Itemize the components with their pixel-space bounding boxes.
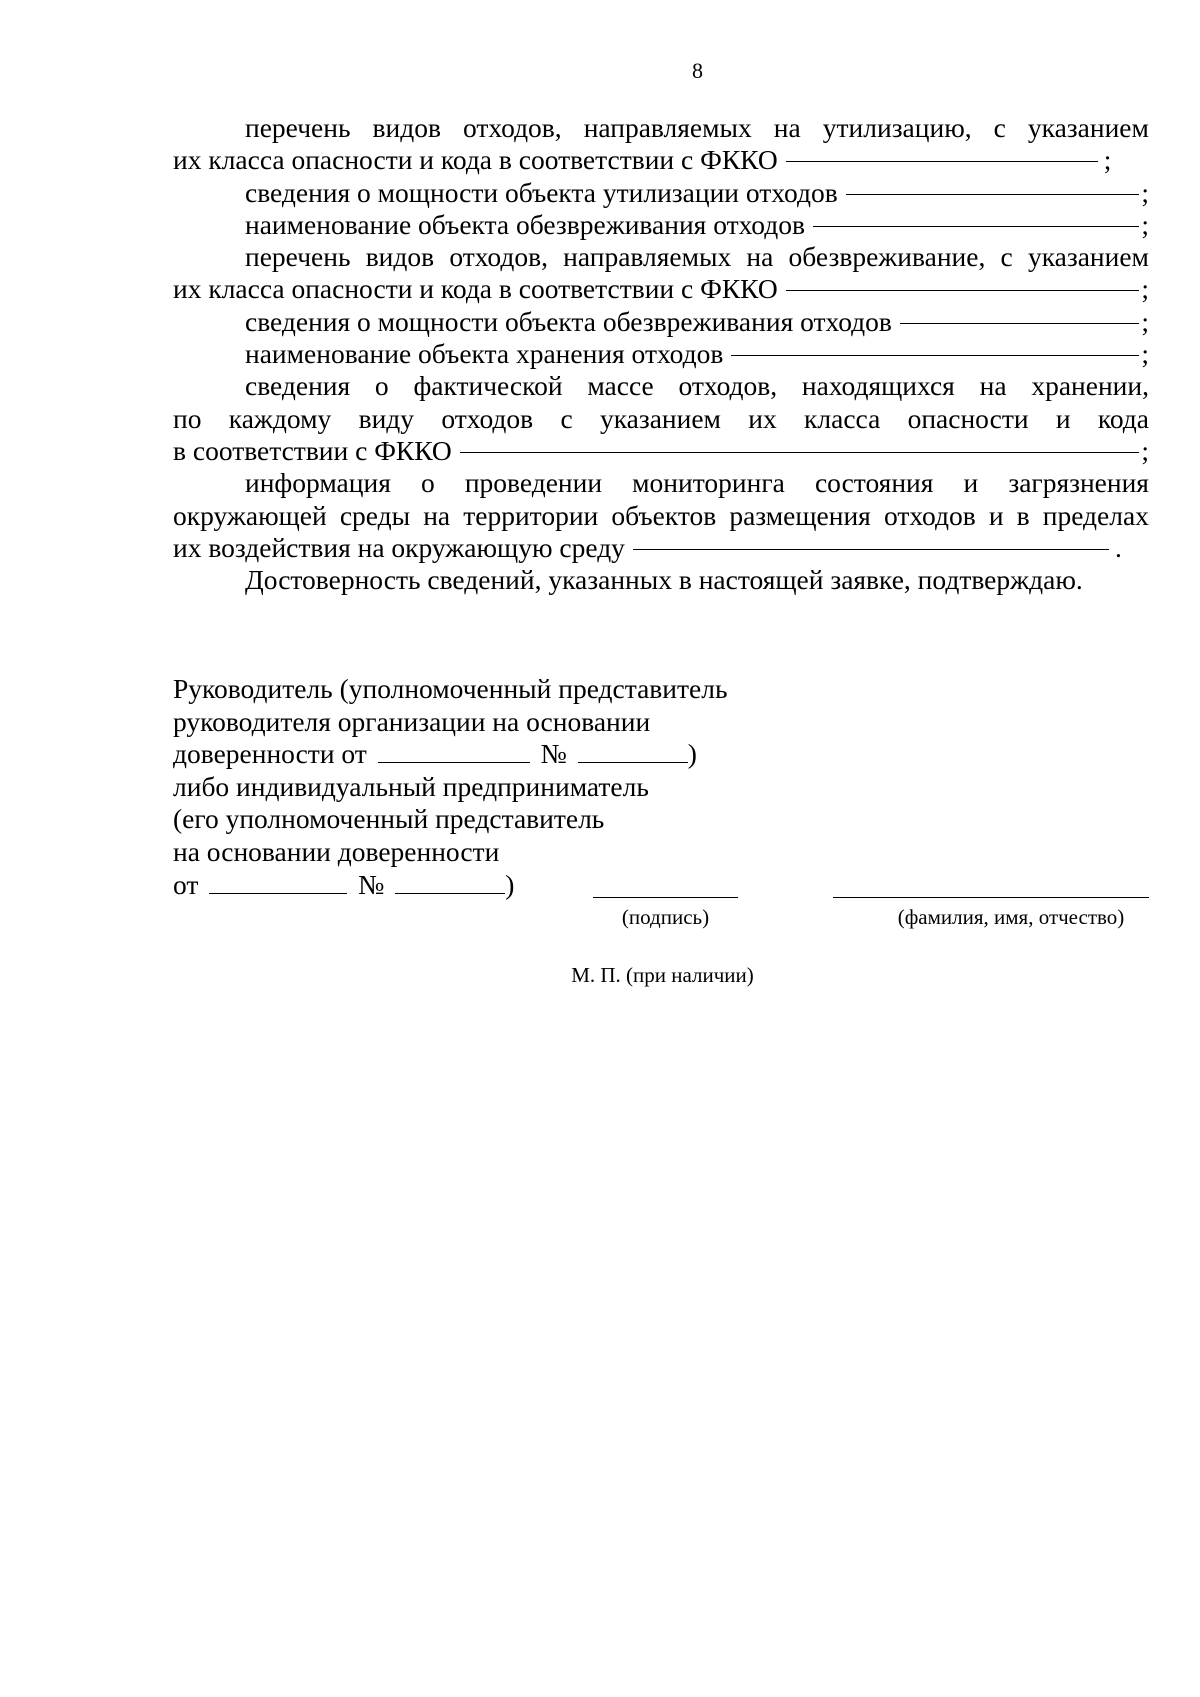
word: на [423,499,451,531]
signer-line-1: Руководитель (уполномоченный представитель [173,673,728,704]
item-3-text: наименование объекта обезвреживания отходов [245,208,805,240]
word: их [748,402,777,434]
signature-line[interactable] [593,897,738,898]
item-6 [173,338,1149,370]
word: направляемых [563,241,732,273]
word: на [773,112,801,143]
item-7-line-3 [173,435,1149,467]
item-8-line-1 [173,467,1149,499]
item-1-line-2 [173,144,1149,176]
power-of-attorney-date-field[interactable] [378,744,530,763]
word: о [420,467,435,499]
confirmation-statement: Достоверность сведений, указанных в настоящей заявке, подтверждаю. [245,564,1083,596]
item-8-line-2 [173,500,1149,532]
word: перечень [245,241,351,273]
word: виду [358,402,415,434]
item-7-line-1 [173,370,1149,402]
representative-date-label: от [173,868,199,900]
word: каждому [228,402,332,434]
word: видов [365,241,435,273]
word: окружающей [173,499,327,531]
item-5 [173,306,1149,338]
word: среды [339,499,411,531]
word: отходов [441,402,534,434]
word: с [1000,241,1013,273]
word: кода [1097,402,1149,434]
line-end: ; [1141,273,1149,305]
word: класса [804,402,881,434]
item-2 [173,177,1149,209]
fill-in-blank[interactable] [900,323,1139,324]
signer-line-2: руководителя организации на основании [173,705,651,737]
word: перечень [245,112,351,143]
word: размещения [729,499,871,531]
fill-in-blank[interactable] [846,194,1140,195]
fill-in-blank[interactable] [460,452,1140,453]
word: опасности [907,402,1029,434]
line-end: ; [1141,434,1149,466]
line-end: . [1114,531,1122,563]
word: на [746,241,774,273]
word: направляемых [583,112,752,143]
page-number: 8 [692,58,703,83]
item-4-continuation: их класса опасности и кода в соответствии с ФККО [173,273,778,305]
line-end: ; [1141,305,1149,337]
line-end: ; [1141,208,1149,240]
word: отходов, [678,370,778,402]
word: хранении, [1031,370,1149,402]
signer-line-5: (его уполномоченный представитель [173,803,605,835]
close-paren: ) [505,868,515,900]
power-of-attorney-number-field[interactable] [578,744,688,763]
word: указанием [599,402,721,434]
fill-in-blank[interactable] [813,226,1139,227]
word: утилизацию, [822,112,972,143]
signature-block [173,673,773,901]
signer-line-3 [173,738,773,771]
word: указанием [1027,112,1149,143]
word: и [988,499,1004,531]
close-paren: ) [687,738,697,770]
item-6-text: наименование объекта хранения отходов [245,338,724,370]
word: отходов, [449,241,548,273]
word: обезвреживание, [788,241,986,273]
word: о [374,370,389,402]
representative-number-field[interactable] [395,875,505,894]
signer-line-6: на основании доверенности [173,835,500,867]
representative-date-field[interactable] [209,875,347,894]
line-end: ; [1141,338,1149,370]
word: указанием [1027,241,1149,273]
item-8-continuation: их воздействия на окружающую среду [173,531,625,563]
fill-in-blank[interactable] [633,549,1109,550]
word: с [560,402,573,434]
item-1-continuation: их класса опасности и кода в соответствии с ФККО [173,144,778,176]
full-name-caption: (фамилия, имя, отчество) [897,905,1125,929]
signature-caption: (подпись) [621,905,710,929]
word: пределах [1042,499,1149,531]
number-sign: № [358,868,385,900]
item-5-text: сведения о мощности объекта обезвреживания отходов [245,305,892,337]
word: состояния [814,467,934,499]
line-end: ; [1141,176,1149,208]
word: видов [372,112,441,143]
item-2-text: сведения о мощности объекта утилизации отходов [245,176,838,208]
word: по [173,402,202,434]
fill-in-blank[interactable] [786,290,1140,291]
signer-line-4: либо индивидуальный предприниматель [173,770,649,802]
word: массе [587,370,654,402]
word: и [1055,402,1071,434]
item-4-line-2 [173,273,1149,305]
word: фактической [413,370,563,402]
line-end: ; [1103,144,1112,176]
word: находящихся [801,370,955,402]
fill-in-blank[interactable] [786,161,1098,162]
full-name-line[interactable] [833,897,1149,898]
word: в [1016,499,1030,531]
fill-in-blank[interactable] [731,355,1139,356]
word: с [993,112,1006,143]
word: территории [463,499,599,531]
item-7-continuation: в соответствии с ФККО [173,434,452,466]
word: отходов, [463,112,562,143]
power-of-attorney-date-label: доверенности от [173,738,367,770]
word: отходов [883,499,976,531]
word: сведения [245,370,351,402]
word: и [963,467,979,499]
item-8-line-3 [173,532,1149,564]
word: информация [245,467,391,499]
item-3 [173,209,1149,241]
word: проведении [464,467,603,499]
item-7-line-2 [173,403,1149,435]
word: на [979,370,1007,402]
word: загрязнения [1008,467,1149,499]
word: объектов [611,499,717,531]
word: мониторинга [632,467,785,499]
stamp-note: М. П. (при наличии) [571,963,754,987]
number-sign: № [540,738,567,770]
item-1-line-1 [173,112,1149,144]
document-body [173,112,1149,596]
item-4-line-1 [173,241,1149,273]
